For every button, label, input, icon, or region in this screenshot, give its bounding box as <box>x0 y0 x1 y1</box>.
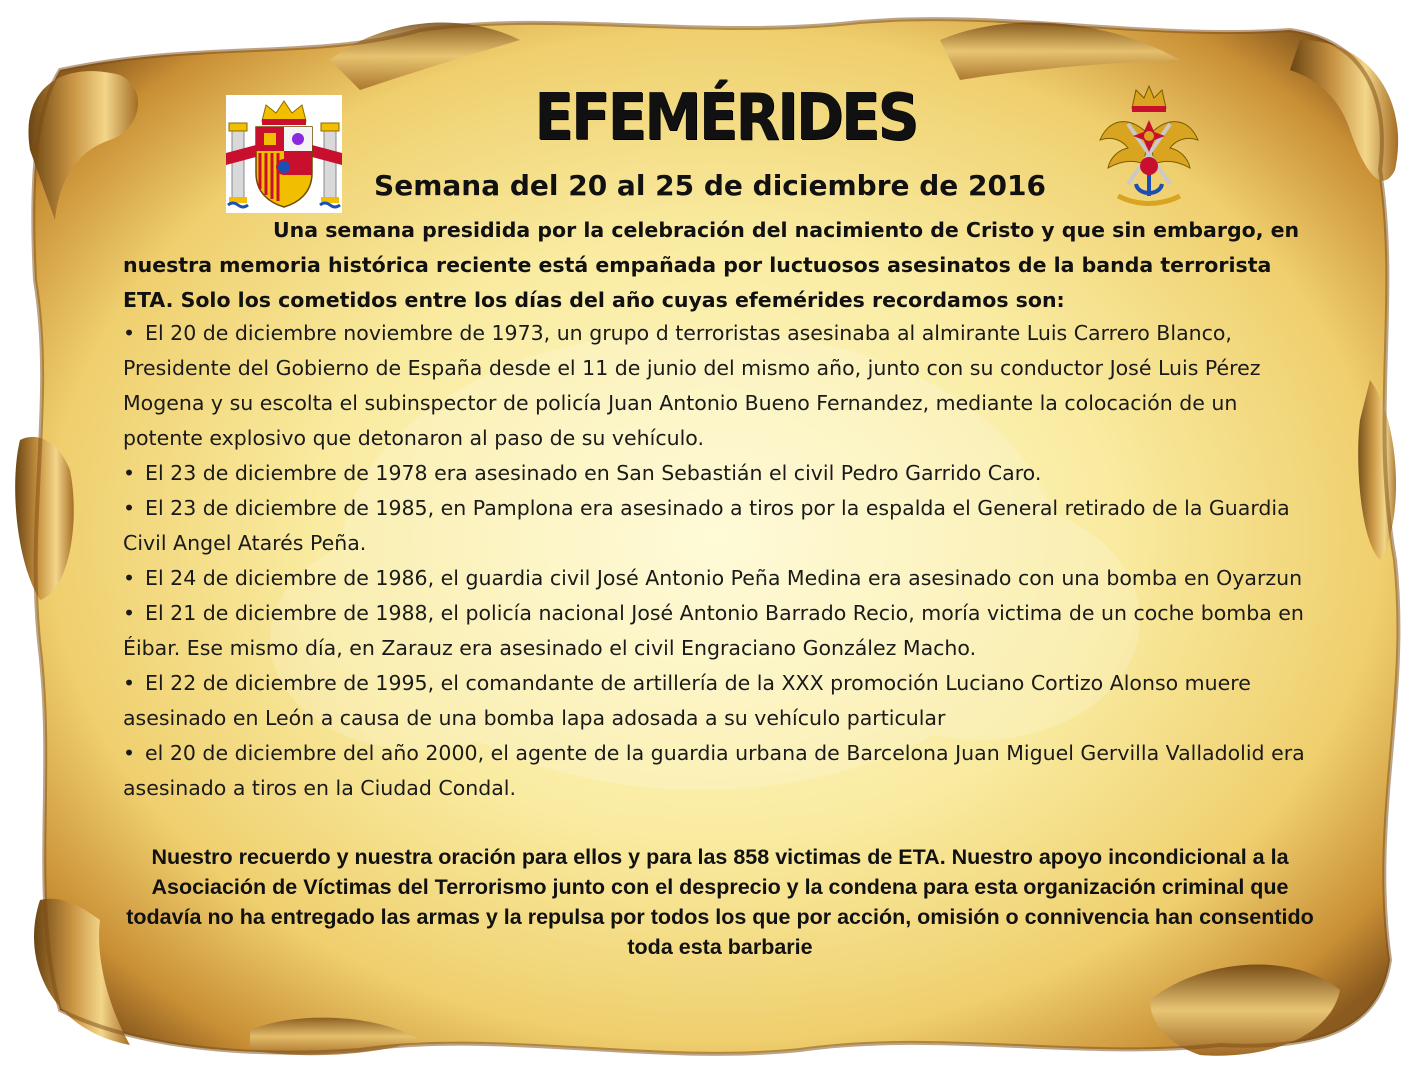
list-item <box>123 666 1323 736</box>
bullet-icon: • <box>123 321 136 345</box>
events-list <box>123 316 1323 806</box>
army-emblem-icon <box>1098 84 1200 208</box>
bullet-icon: • <box>123 461 136 485</box>
list-item <box>123 736 1323 806</box>
event-text: el 20 de diciembre del año 2000, el agente de la guardia urbana de Barcelona Juan Miguel Gervilla Valladolid era asesinado a tiros en la Ciudad Condal. <box>123 741 1305 800</box>
list-item <box>123 456 1323 491</box>
event-text: El 24 de diciembre de 1986, el guardia civil José Antonio Peña Medina era asesinado con una bomba en Oyarzun <box>145 566 1303 590</box>
list-item <box>123 561 1323 596</box>
event-text: El 23 de diciembre de 1985, en Pamplona era asesinado a tiros por la espalda el General retirado de la Guardia Civil Angel Atarés Peña. <box>123 496 1290 555</box>
intro-text: Una semana presidida por la celebración del nacimiento de Cristo y que sin embargo, en nuestra memoria histórica reciente está empañada por luctuosos asesinatos de la banda terrorista ETA. Solo los cometidos entre los días del año cuyas efemérides recordamos son: <box>123 218 1300 312</box>
page-subtitle: Semana del 20 al 25 de diciembre de 2016 <box>374 169 1046 202</box>
intro-paragraph <box>123 213 1313 318</box>
event-text: El 22 de diciembre de 1995, el comandante de artillería de la XXX promoción Luciano Cortizo Alonso muere asesinado en León a causa de una bomba lapa adosada a su vehículo particular <box>123 671 1251 730</box>
coat-of-arms-of-spain-icon <box>226 95 342 213</box>
closing-paragraph: Nuestro recuerdo y nuestra oración para ellos y para las 858 victimas de ETA. Nuestro apoyo incondicional a la Asociación de Víctimas del Terrorismo junto con el desprecio y la condena para esta organización criminal que todavía no ha entregado las armas y la repulsa por todos los que por acción, omisión o connivencia han consentido toda esta barbarie <box>126 845 1314 959</box>
event-text: El 23 de diciembre de 1978 era asesinado en San Sebastián el civil Pedro Garrido Caro. <box>145 461 1042 485</box>
bullet-icon: • <box>123 741 136 765</box>
list-item <box>123 316 1323 456</box>
bullet-icon: • <box>123 496 136 520</box>
event-text: El 20 de diciembre noviembre de 1973, un grupo d terroristas asesinaba al almirante Luis Carrero Blanco, Presidente del Gobierno de España desde el 11 de junio del mismo año, junto con su conductor José Luis Pérez Mogena y su escolta el subinspector de policía Juan Antonio Bueno Fernandez, mediante la colocación de un potente explosivo que detonaron al paso de su vehículo. <box>123 321 1261 450</box>
bullet-icon: • <box>123 671 136 695</box>
list-item <box>123 491 1323 561</box>
list-item <box>123 596 1323 666</box>
bullet-icon: • <box>123 566 136 590</box>
bullet-icon: • <box>123 601 136 625</box>
event-text: El 21 de diciembre de 1988, el policía nacional José Antonio Barrado Recio, moría victima de un coche bomba en Éibar. Ese mismo día, en Zarauz era asesinado el civil Engraciano González Macho. <box>123 601 1304 660</box>
page-title: EFEMÉRIDES <box>534 81 917 155</box>
